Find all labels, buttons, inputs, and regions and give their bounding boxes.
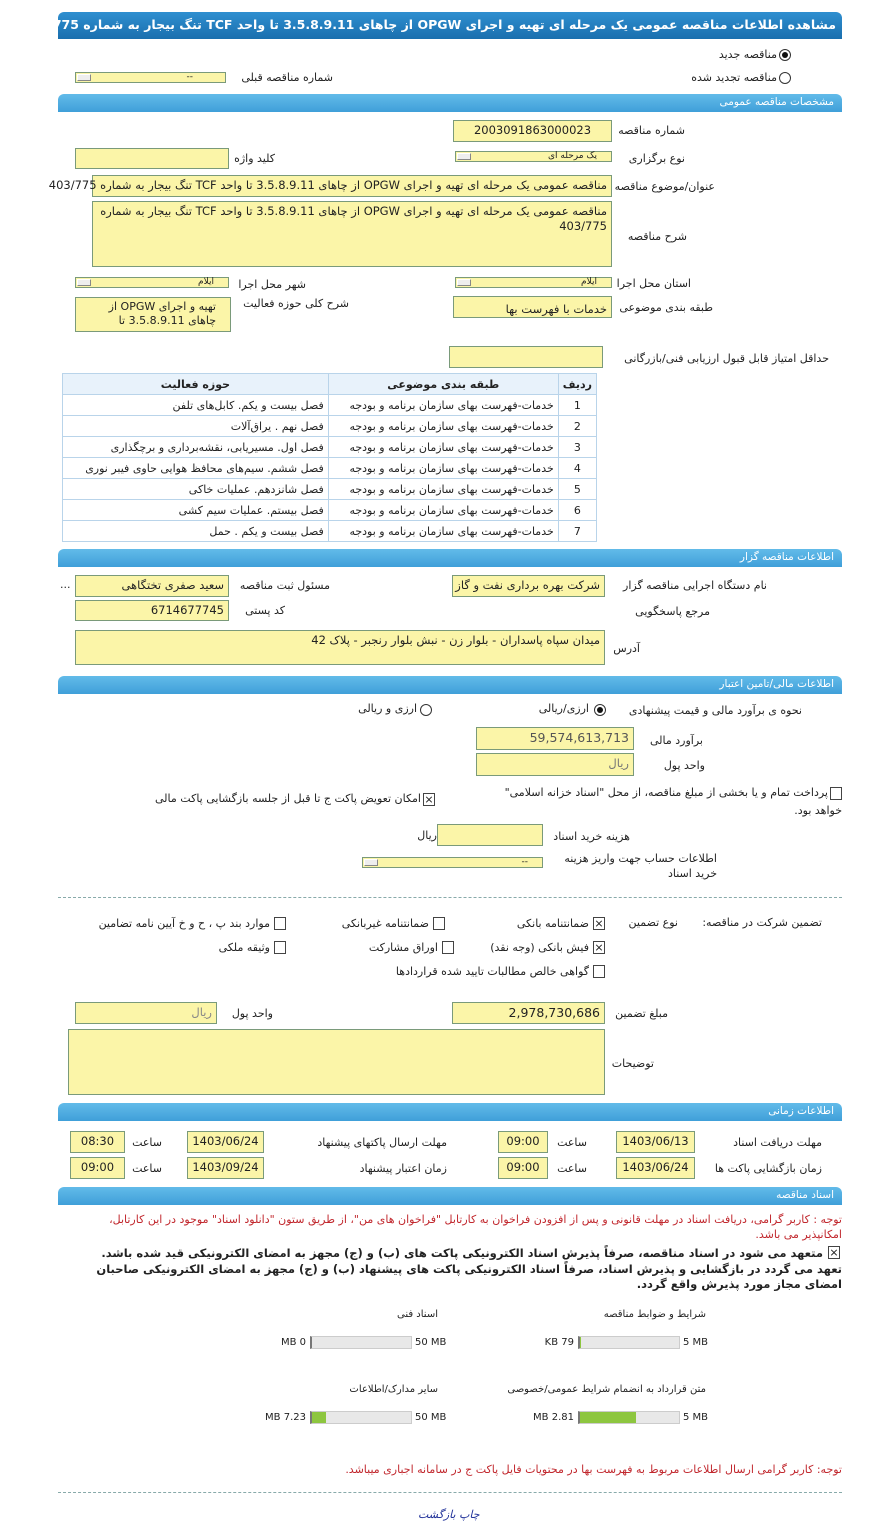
label-min-score: حداقل امتیاز قابل قبول ارزیابی فنی/بازرگانی [624, 352, 829, 365]
guarantee-option-label: وثیقه ملکی [218, 941, 270, 954]
holding-type-select[interactable] [455, 151, 612, 162]
category-field[interactable]: خدمات با فهرست بها [453, 296, 612, 318]
col-category: طبقه بندی موضوعی [328, 374, 558, 395]
subject-field[interactable]: مناقصه عمومی یک مرحله ای تهیه و اجرای OPGW از چاهای 3.5.8.9.11 تا واحد TCF تنگ بیجار به شماره 403/775 [92, 175, 612, 197]
label-time: ساعت [557, 1136, 587, 1149]
description-field[interactable]: مناقصه عمومی یک مرحله ای تهیه و اجرای OPGW از چاهای 3.5.8.9.11 تا واحد TCF تنگ بیجار به شماره 403/775 [92, 201, 612, 267]
cell-row: 2 [558, 416, 596, 437]
guarantee-option-label: فیش بانکی (وجه نقد) [490, 941, 589, 954]
guarantee-checkbox[interactable] [442, 941, 454, 954]
cell-row: 3 [558, 437, 596, 458]
cell-scope: فصل بیستم. عملیات سیم کشی [63, 500, 329, 521]
page-title: مشاهده اطلاعات مناقصه عمومی یک مرحله ای تهیه و اجرای OPGW از چاهای 3.5.8.9.11 تا واحد TCF تنگ بیجار به شماره 403/775 [58, 12, 842, 39]
more-link[interactable]: ... [60, 578, 71, 591]
file-progress-fill [580, 1337, 581, 1348]
label-address: آدرس [613, 642, 640, 655]
cell-scope: فصل ششم. سیم‌های محافظ هوایی حاوی فیبر نوری [63, 458, 329, 479]
label-holding-type: نوع برگزاری [628, 152, 685, 165]
label-account: اطلاعات حساب جهت واریز هزینه خرید اسناد [564, 852, 717, 880]
radio-new-tender[interactable] [779, 49, 791, 61]
commit-text-3: امضای مجاز مورد پذیرش واقع گردد. [636, 1277, 842, 1291]
cell-scope: فصل اول. مسیریابی، نقشه‌برداری و برچگذاری [63, 437, 329, 458]
holding-type-value: یک مرحله ای [548, 151, 597, 161]
guarantee-checkbox[interactable] [274, 941, 286, 954]
label-guarantee-currency: واحد پول [231, 1007, 273, 1020]
label-reference: مرجع پاسخگویی [635, 605, 710, 618]
table-row [63, 479, 597, 500]
valid-date-field[interactable]: 1403/09/24 [187, 1157, 264, 1179]
valid-time-field[interactable]: 09:00 [70, 1157, 125, 1179]
guarantee-checkbox[interactable] [593, 965, 605, 978]
province-select[interactable] [455, 277, 612, 288]
keyword-field[interactable] [75, 148, 229, 169]
radio-renewed-tender[interactable] [779, 72, 791, 84]
file-max-size: 50 MB [415, 1412, 447, 1423]
file-progress-bar [310, 1336, 412, 1349]
section-finance: اطلاعات مالی/تامین اعتبار [58, 676, 842, 694]
footer-links [418, 1508, 480, 1521]
radio-rial[interactable] [594, 704, 606, 716]
label-send: مهلت ارسال پاکتهای پیشنهاد [317, 1136, 447, 1149]
currency-field[interactable]: ریال [476, 753, 634, 776]
label-notes: توضیحات [611, 1057, 654, 1070]
label-doc-cost: هزینه خرید اسناد [553, 830, 630, 843]
label-description: شرح مناقصه [627, 230, 687, 243]
commit-text-1: متعهد می شود در اسناد مناقصه، صرفاً پذیرش اسناد الکترونیکی پاکت های (ب) و (ج) مجهز به امضای الکترونیکی قید شده باشد. [101, 1246, 823, 1260]
divider-bottom [58, 1492, 842, 1493]
label-valid: زمان اعتبار پیشنهاد [359, 1162, 447, 1175]
table-row [63, 437, 597, 458]
label-prev-number: شماره مناقصه قبلی [241, 71, 333, 84]
guarantee-option-label: ضمانتنامه غیربانکی [341, 917, 429, 930]
radio-currency-rial[interactable] [420, 704, 432, 716]
cell-category: خدمات-فهرست بهای سازمان برنامه و بودجه [328, 437, 558, 458]
cell-scope: فصل نهم . یراق‌آلات [63, 416, 329, 437]
guarantee-checkbox[interactable]: ⨯ [594, 941, 604, 954]
col-row: ردیف [558, 374, 596, 395]
label-currency: واحد پول [663, 759, 705, 772]
label-guarantee-type: نوع تضمین [628, 916, 678, 929]
cell-row: 4 [558, 458, 596, 479]
prev-number-select[interactable] [75, 72, 226, 83]
section-general: مشخصات مناقصه عمومی [58, 94, 842, 112]
address-field[interactable]: میدان سپاه پاسداران - بلوار زن - نبش بلوار رنجبر - پلاک 42 [75, 630, 605, 665]
account-value: -- [521, 857, 528, 867]
doc-cost-field[interactable] [437, 824, 543, 846]
treasury-text: پرداخت تمام و یا بخشی از مبلغ مناقصه، از محل "اسناد خزانه اسلامی" [504, 786, 828, 799]
province-value: ایلام [581, 277, 597, 287]
cell-row: 6 [558, 500, 596, 521]
label-category: طبقه بندی موضوعی [619, 301, 713, 314]
file-progress-bar [310, 1411, 412, 1424]
notes-field[interactable] [68, 1029, 605, 1095]
guarantee-currency-field[interactable]: ریال [75, 1002, 217, 1024]
activity-table [62, 373, 597, 542]
label-new-tender: مناقصه جدید [718, 48, 777, 61]
cell-scope: فصل بیست و یکم . حمل [63, 521, 329, 542]
cell-category: خدمات-فهرست بهای سازمان برنامه و بودجه [328, 479, 558, 500]
file-max-size: 5 MB [683, 1412, 709, 1423]
label-currency-rial: ارزی و ریالی [358, 702, 417, 715]
cell-category: خدمات-فهرست بهای سازمان برنامه و بودجه [328, 521, 558, 542]
guarantee-option-label: ضمانتنامه بانکی [516, 917, 589, 930]
amount-field[interactable]: 2,978,730,686 [452, 1002, 605, 1024]
label-time: ساعت [132, 1136, 162, 1149]
label-estimate: برآورد مالی [650, 734, 703, 747]
label-postal: کد پستی [245, 604, 285, 617]
label-time: ساعت [557, 1162, 587, 1175]
file-progress-bar [578, 1411, 680, 1424]
prev-number-value: -- [186, 72, 193, 82]
postal-field[interactable]: 6714677745 [75, 600, 229, 621]
table-row [63, 500, 597, 521]
file-label: سایر مدارک/اطلاعات [349, 1384, 438, 1395]
cell-scope: فصل بیست و یکم. کابل‌های تلفن [63, 395, 329, 416]
doc-cost-unit: ریال [417, 829, 437, 842]
file-label: شرایط و ضوابط مناقصه [603, 1309, 706, 1320]
estimate-field[interactable]: 59,574,613,713 [476, 727, 634, 750]
label-time: ساعت [132, 1162, 162, 1175]
table-row [63, 395, 597, 416]
label-guarantee: تضمین شرکت در مناقصه: [702, 916, 822, 929]
cell-row: 1 [558, 395, 596, 416]
label-renewed-tender: مناقصه تجدید شده [691, 71, 777, 84]
guarantee-checkbox[interactable] [274, 917, 286, 930]
notice-download: توجه : کاربر گرامی، دریافت اسناد در مهلت قانونی و پس از افزودن فراخوان به کارتابل "فراخوان های من"، از طریق ستون "دانلود اسناد" موجود در این کارتابل، [109, 1213, 842, 1226]
cell-row: 5 [558, 479, 596, 500]
cell-category: خدمات-فهرست بهای سازمان برنامه و بودجه [328, 500, 558, 521]
scope-listbox[interactable]: تهیه و اجرای OPGW از چاهای 3.5.8.9.11 تا [75, 297, 231, 332]
file-size: 79 KB [544, 1337, 574, 1348]
treasury-checkbox[interactable] [830, 787, 842, 800]
file-size: 0 MB [280, 1337, 306, 1348]
swap-text: امکان تعویض پاکت ج تا قبل از جلسه بازگشایی پاکت مالی [155, 792, 421, 805]
responsible-field[interactable]: سعید صفری تختگاهی [75, 575, 229, 597]
back-link[interactable]: بازگشت [418, 1508, 456, 1521]
file-label: متن قرارداد به انضمام شرایط عمومی/خصوصی [507, 1384, 706, 1395]
label-open: زمان بازگشایی پاکت ها [714, 1162, 822, 1175]
table-row [63, 458, 597, 479]
label-tender-number: شماره مناقصه [618, 124, 685, 137]
cell-category: خدمات-فهرست بهای سازمان برنامه و بودجه [328, 458, 558, 479]
section-organizer: اطلاعات مناقصه گزار [58, 549, 842, 567]
file-progress-fill [580, 1412, 636, 1423]
file-size: 2.81 MB [533, 1412, 574, 1423]
label-rial: ارزی/ریالی [538, 702, 589, 715]
guarantee-option-label: گواهی خالص مطالبات تایید شده قراردادها [395, 965, 589, 978]
col-scope: حوزه فعالیت [63, 374, 329, 395]
receive-date-field[interactable]: 1403/06/13 [616, 1131, 695, 1153]
label-method: نحوه ی برآورد مالی و قیمت پیشنهادی [628, 704, 802, 717]
commit-checkbox[interactable]: ⨯ [829, 1246, 839, 1259]
cell-category: خدمات-فهرست بهای سازمان برنامه و بودجه [328, 395, 558, 416]
divider [58, 897, 842, 898]
table-row [63, 416, 597, 437]
city-value: ایلام [198, 277, 214, 287]
section-docs: اسناد مناقصه [58, 1187, 842, 1205]
treasury-text-2: خواهد بود. [794, 804, 842, 817]
organizer-field[interactable]: شرکت بهره برداری نفت و گاز [452, 575, 605, 597]
label-scope: شرح کلی حوزه فعالیت [243, 297, 349, 310]
label-keyword: کلید واژه [234, 152, 275, 165]
label-province: استان محل اجرا [616, 277, 691, 290]
notice-download-2: امکانپذیر می باشد. [755, 1228, 842, 1241]
notice-price-list: توجه: کاربر گرامی ارسال اطلاعات مربوط به فهرست بها در محتویات فایل پاکت ج در سامانه اجباری میباشد. [345, 1463, 842, 1476]
min-score-field[interactable] [449, 346, 603, 368]
label-organizer: نام دستگاه اجرایی مناقصه گزار [623, 579, 767, 592]
file-progress-fill [312, 1412, 326, 1423]
label-responsible: مسئول ثبت مناقصه [239, 579, 330, 592]
send-date-field[interactable]: 1403/06/24 [187, 1131, 264, 1153]
account-select[interactable] [362, 857, 543, 868]
cell-category: خدمات-فهرست بهای سازمان برنامه و بودجه [328, 416, 558, 437]
file-progress-bar [578, 1336, 680, 1349]
open-time-field[interactable]: 09:00 [498, 1157, 548, 1179]
print-link[interactable]: چاپ [459, 1508, 480, 1521]
open-date-field[interactable]: 1403/06/24 [616, 1157, 695, 1179]
swap-checkbox[interactable]: ⨯ [424, 793, 434, 806]
guarantee-option-label: اوراق مشارکت [368, 941, 438, 954]
label-amount: مبلغ تضمین [615, 1007, 668, 1020]
guarantee-checkbox[interactable]: ⨯ [594, 917, 604, 930]
file-size: 7.23 MB [265, 1412, 306, 1423]
file-max-size: 5 MB [683, 1337, 709, 1348]
cell-row: 7 [558, 521, 596, 542]
city-select[interactable] [75, 277, 229, 288]
label-receive: مهلت دریافت اسناد [733, 1136, 822, 1149]
table-row [63, 521, 597, 542]
guarantee-checkbox[interactable] [433, 917, 445, 930]
tender-number-field[interactable]: 2003091863000023 [453, 120, 612, 142]
label-city: شهر محل اجرا [238, 278, 306, 291]
label-subject: عنوان/موضوع مناقصه [614, 180, 715, 193]
file-label: اسناد فنی [397, 1309, 438, 1320]
commit-text-2: تعهد می گردد در بازگشایی و پذیرش اسناد، صرفاً اسناد الکترونیکی پاکت های پیشنهاد (ب) و (ج) مجهز به امضای الکترونیکی صاحبان [96, 1262, 842, 1276]
receive-time-field[interactable]: 09:00 [498, 1131, 548, 1153]
guarantee-option-label: موارد بند پ ، ح و خ آیین نامه تضامین [98, 917, 270, 930]
send-time-field[interactable]: 08:30 [70, 1131, 125, 1153]
cell-scope: فصل شانزدهم. عملیات خاکی [63, 479, 329, 500]
file-max-size: 50 MB [415, 1337, 447, 1348]
section-timing: اطلاعات زمانی [58, 1103, 842, 1121]
